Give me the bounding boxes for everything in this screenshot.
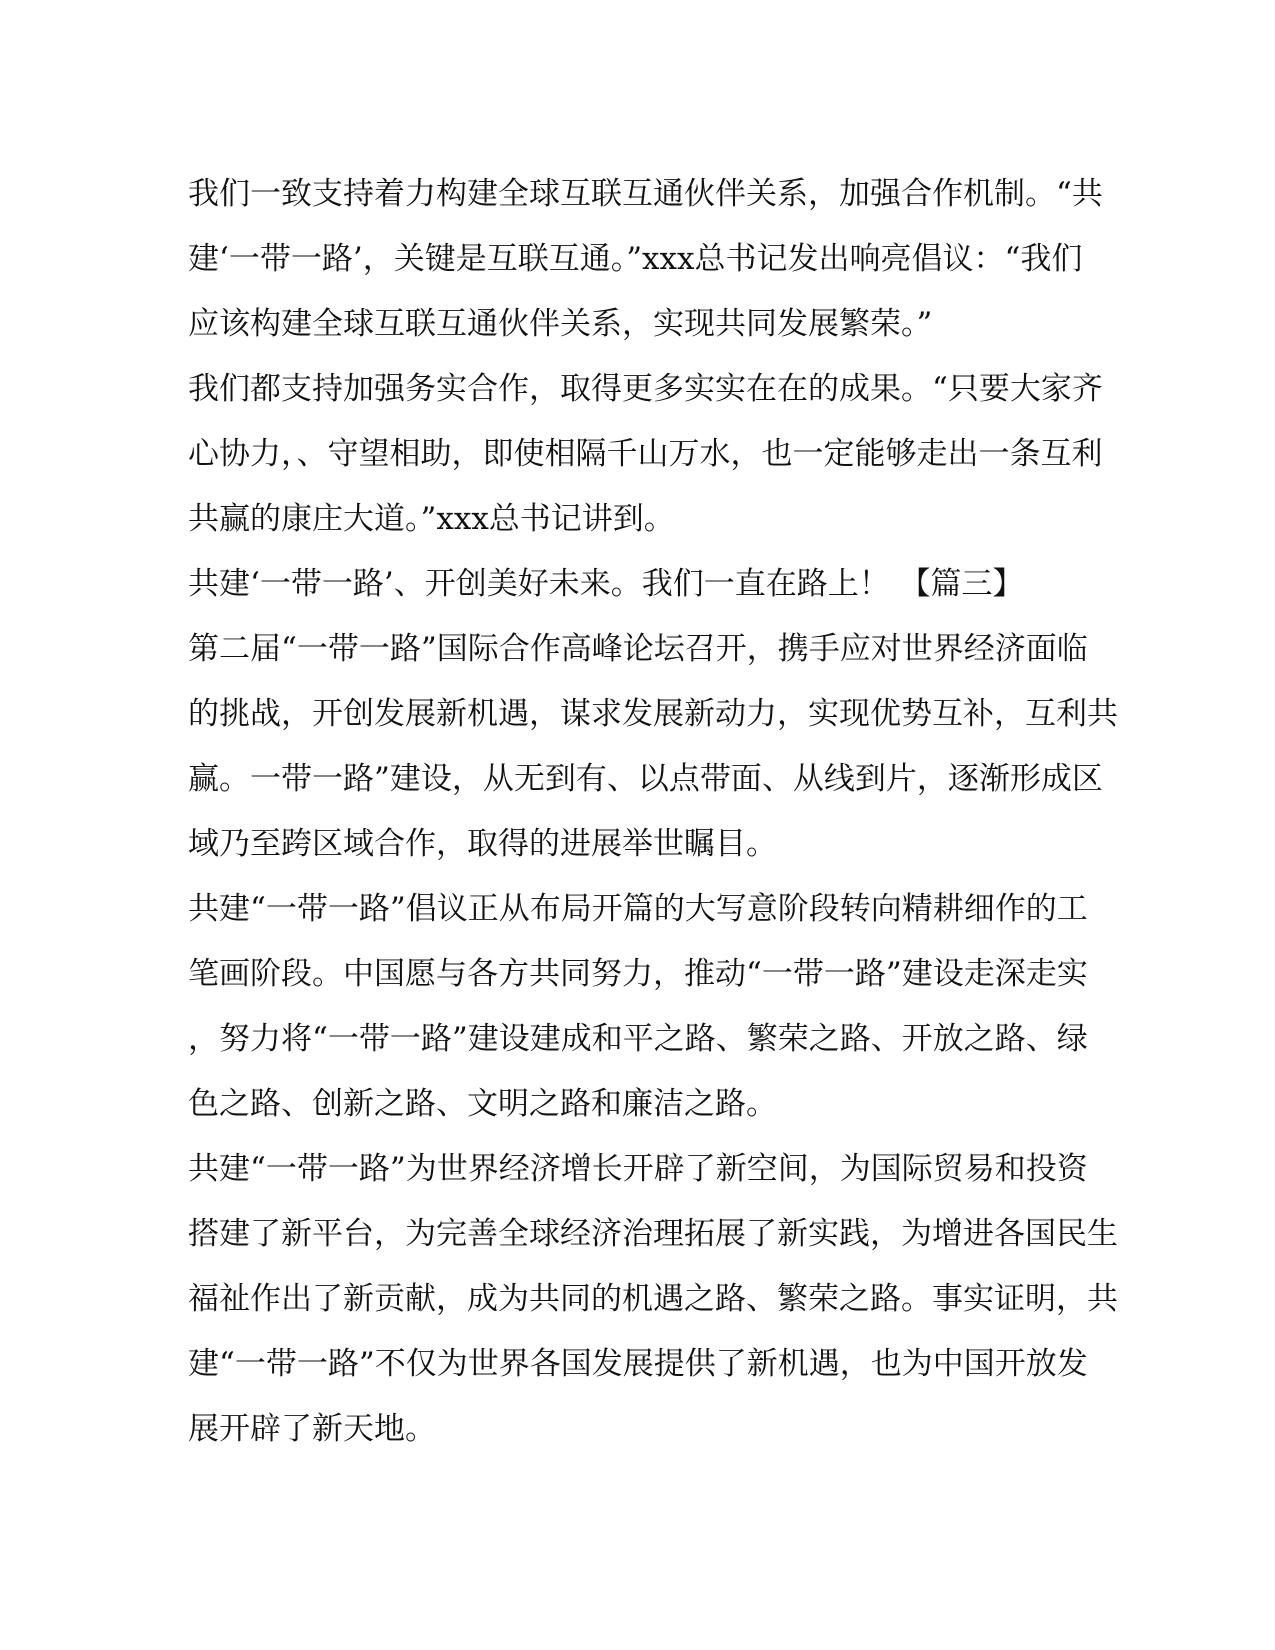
text-line: 第二届“一带一路”国际合作高峰论坛召开，携手应对世界经济面临	[188, 631, 1088, 667]
text-line: 共建“一带一路”为世界经济增长开辟了新空间，为国际贸易和投资	[188, 1151, 1088, 1187]
document-body	[188, 162, 1118, 1462]
text-line: 我们都支持加强务实合作，取得更多实实在在的成果。“只要大家齐	[188, 371, 1103, 407]
text-line: 建‘一带一路’，关键是互联互通。”xxx总书记发出响亮倡议：“我们	[188, 241, 1083, 277]
text-line: 福祉作出了新贡献，成为共同的机遇之路、繁荣之路。事实证明，共	[188, 1281, 1118, 1317]
text-line: 共建“一带一路”倡议正从布局开篇的大写意阶段转向精耕细作的工	[188, 891, 1088, 927]
text-line: 赢。一带一路”建设，从无到有、以点带面、从线到片，逐渐形成区	[188, 761, 1103, 797]
text-line: 展开辟了新天地。	[188, 1411, 436, 1447]
text-line: 建“一带一路”不仅为世界各国发展提供了新机遇，也为中国开放发	[188, 1346, 1088, 1382]
text-line: 笔画阶段。中国愿与各方共同努力，推动“一带一路”建设走深走实	[188, 956, 1088, 992]
text-line: 应该构建全球互联互通伙伴关系，实现共同发展繁荣。”	[188, 306, 933, 342]
text-line: 共建‘一带一路’、开创美好未来。我们一直在路上！ 【篇三】	[188, 566, 1024, 602]
text-line: 色之路、创新之路、文明之路和廉洁之路。	[188, 1086, 777, 1122]
text-line: 域乃至跨区域合作，取得的进展举世瞩目。	[188, 826, 777, 862]
text-line: 搭建了新平台，为完善全球经济治理拓展了新实践，为增进各国民生	[188, 1216, 1118, 1252]
text-line: 我们一致支持着力构建全球互联互通伙伴关系，加强合作机制。“共	[188, 176, 1103, 212]
text-line: 心协力，、守望相助，即使相隔千山万水，也一定能够走出一条互利	[188, 436, 1103, 472]
text-line: 的挑战，开创发展新机遇，谋求发展新动力，实现优势互补，互利共	[188, 696, 1118, 732]
text-line: ，努力将“一带一路”建设建成和平之路、繁荣之路、开放之路、绿	[188, 1021, 1088, 1057]
text-line: 共赢的康庄大道。”xxx总书记讲到。	[188, 501, 675, 537]
